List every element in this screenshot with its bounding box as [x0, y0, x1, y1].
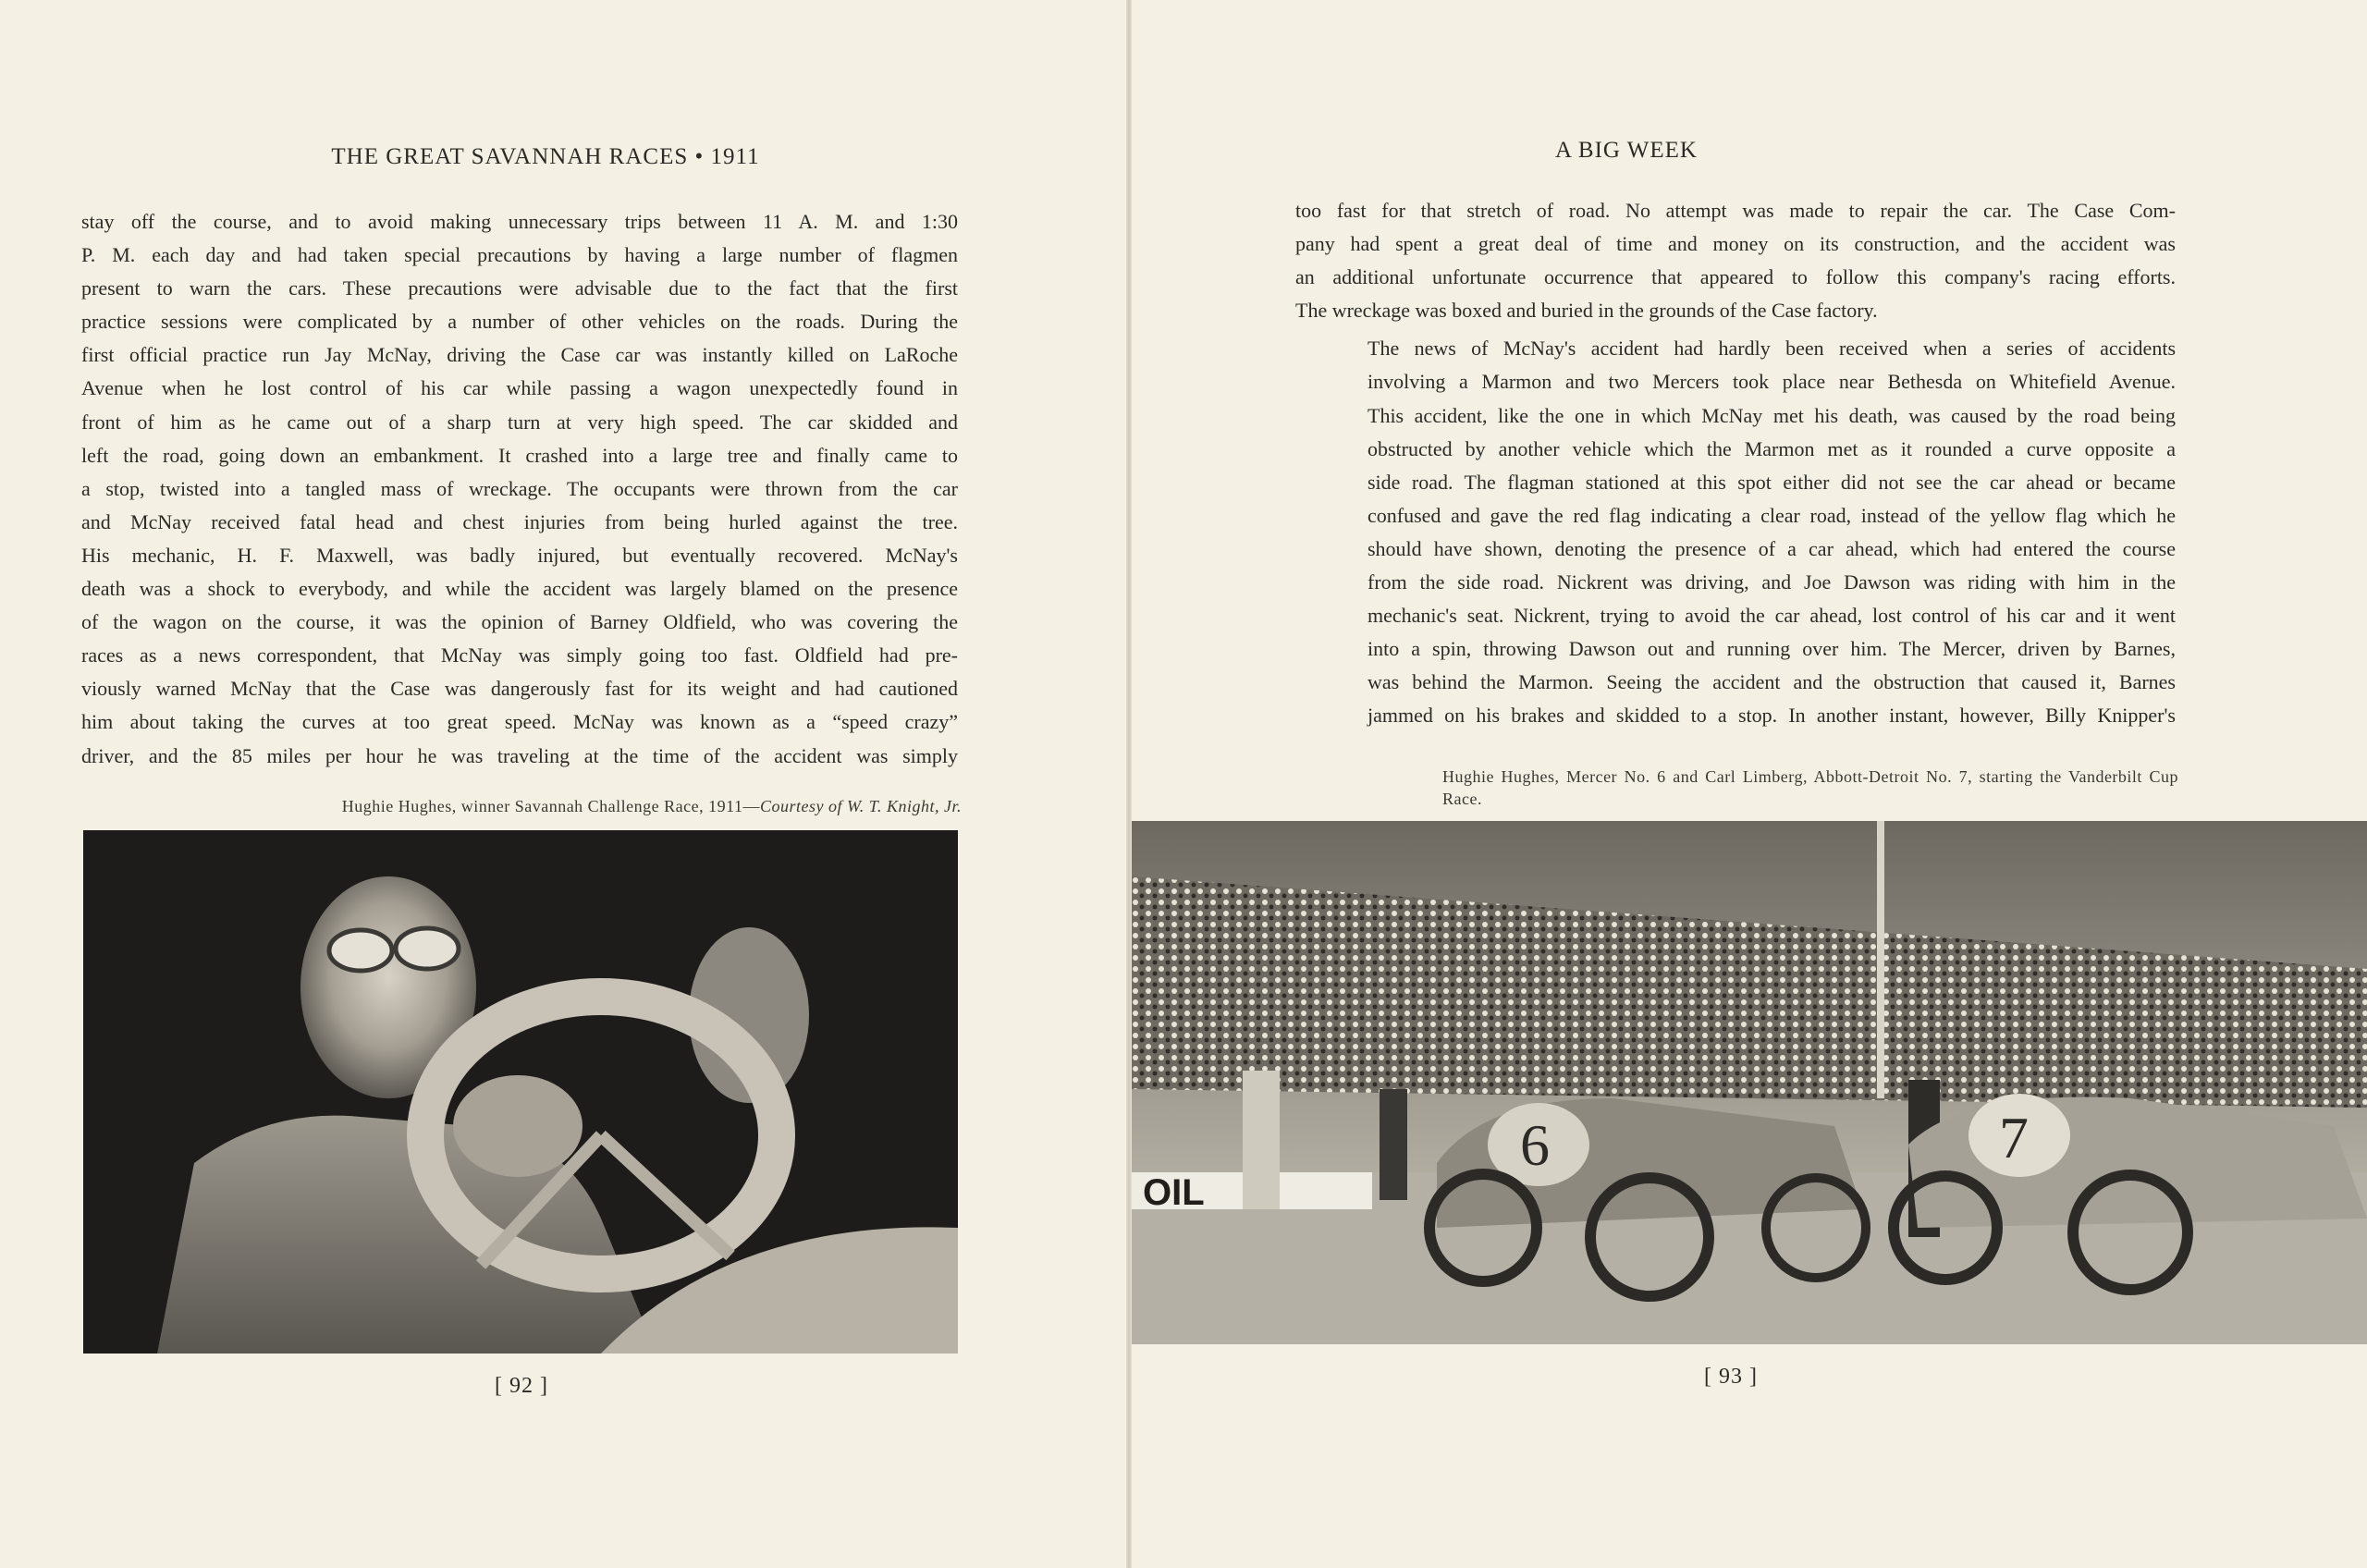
right-body-text [1295, 194, 2176, 733]
text-line: left the road, going down an embankment. It crashed into a large tree and finally came to [81, 443, 958, 467]
running-head-left: THE GREAT SAVANNAH RACES • 1911 [331, 144, 760, 169]
text-line: a stop, twisted into a tangled mass of wreckage. The occupants were thrown from the car [81, 476, 958, 500]
text-line: The wreckage was boxed and buried in the grounds of the Case factory. [1295, 299, 1878, 323]
text-line: P. M. each day and had taken special precautions by having a large number of flagmen [81, 243, 958, 267]
text-line: him about taking the curves at too great speed. McNay was known as a “speed crazy” [81, 710, 958, 734]
race-start-illustration [1132, 821, 2367, 1344]
running-head-right: A BIG WEEK [1555, 138, 1698, 163]
text-line: This accident, like the one in which McNay met his death, was caused by the road being [1367, 403, 2176, 427]
text-line: should have shown, denoting the presence of a car ahead, which had entered the course [1367, 536, 2176, 560]
left-page [0, 0, 1126, 1568]
right-page [1132, 0, 2367, 1568]
text-line: jammed on his brakes and skidded to a stop. In another instant, however, Billy Knipper's [1367, 704, 2176, 728]
text-line: involving a Marmon and two Mercers took place near Bethesda on Whitefield Avenue. [1367, 370, 2176, 394]
text-line: of the wagon on the course, it was the opinion of Barney Oldfield, who was covering the [81, 610, 958, 634]
text-line: present to warn the cars. These precautions were advisable due to the fact that the first [81, 276, 958, 300]
text-line: and McNay received fatal head and chest injuries from being hurled against the tree. [81, 509, 958, 533]
svg-text:7: 7 [1999, 1105, 2029, 1170]
oil-sign: OIL [1143, 1172, 1205, 1213]
photo-caption-left [222, 795, 962, 817]
text-line: death was a shock to everybody, and while the accident was largely blamed on the presence [81, 577, 958, 601]
right-paragraph-2 [1295, 332, 2176, 732]
right-paragraph-1 [1295, 194, 2176, 327]
text-line: obstructed by another vehicle which the Marmon met as it rounded a curve opposite a [1367, 436, 2176, 460]
left-body-text [81, 205, 958, 773]
driver-portrait-photo [83, 830, 958, 1354]
caption-text: Hughie Hughes, winner Savannah Challenge Race, 1911— [341, 797, 760, 815]
text-line: confused and gave the red flag indicating a clear road, instead of the yellow flag which he [1367, 503, 2176, 527]
text-line: an additional unfortunate occurrence that appeared to follow this company's racing efforts. [1295, 265, 2176, 289]
text-line: His mechanic, H. F. Maxwell, was badly injured, but eventually recovered. McNay's [81, 543, 958, 567]
text-line: side road. The flagman stationed at this spot either did not see the car ahead or became [1367, 470, 2176, 494]
left-paragraph [81, 205, 958, 773]
caption-credit: Courtesy of W. T. Knight, Jr. [759, 797, 962, 815]
text-line: mechanic's seat. Nickrent, trying to avoid the car ahead, lost control of his car and it went [1367, 604, 2176, 628]
text-line: was behind the Marmon. Seeing the accident and the obstruction that caused it, Barnes [1367, 670, 2176, 694]
text-line: The news of McNay's accident had hardly been received when a series of accidents [1367, 337, 2176, 361]
text-line: stay off the course, and to avoid making unnecessary trips between 11 A. M. and 1:30 [81, 210, 958, 233]
text-line: practice sessions were complicated by a number of other vehicles on the roads. During the [81, 310, 958, 334]
photo-caption-right: Hughie Hughes, Mercer No. 6 and Carl Limberg, Abbott-Detroit No. 7, starting the Vanderbilt Cup Race. [1442, 767, 2178, 808]
text-line: too fast for that stretch of road. No attempt was made to repair the car. The Case Com- [1295, 199, 2176, 222]
text-line: driver, and the 85 miles per hour he was traveling at the time of the accident was simply [81, 743, 958, 767]
text-line: into a spin, throwing Dawson out and running over him. The Mercer, driven by Barnes, [1367, 637, 2176, 661]
svg-text:6: 6 [1520, 1112, 1550, 1178]
text-line: viously warned McNay that the Case was dangerously fast for its weight and had cautioned [81, 677, 958, 701]
race-start-photo [1132, 821, 2367, 1344]
text-line: first official practice run Jay McNay, driving the Case car was instantly killed on LaRoche [81, 343, 958, 367]
driver-portrait-illustration [83, 830, 958, 1354]
page-number-right: [ 93 ] [1704, 1365, 1758, 1389]
text-line: Avenue when he lost control of his car while passing a wagon unexpectedly found in [81, 376, 958, 400]
text-line: pany had spent a great deal of time and money on its construction, and the accident was [1295, 232, 2176, 256]
page-number-left: [ 92 ] [495, 1374, 548, 1398]
text-line: races as a news correspondent, that McNay was simply going too fast. Oldfield had pre- [81, 643, 958, 668]
text-line: from the side road. Nickrent was driving, and Joe Dawson was riding with him in the [1367, 570, 2176, 594]
text-line: front of him as he came out of a sharp turn at very high speed. The car skidded and [81, 410, 958, 434]
